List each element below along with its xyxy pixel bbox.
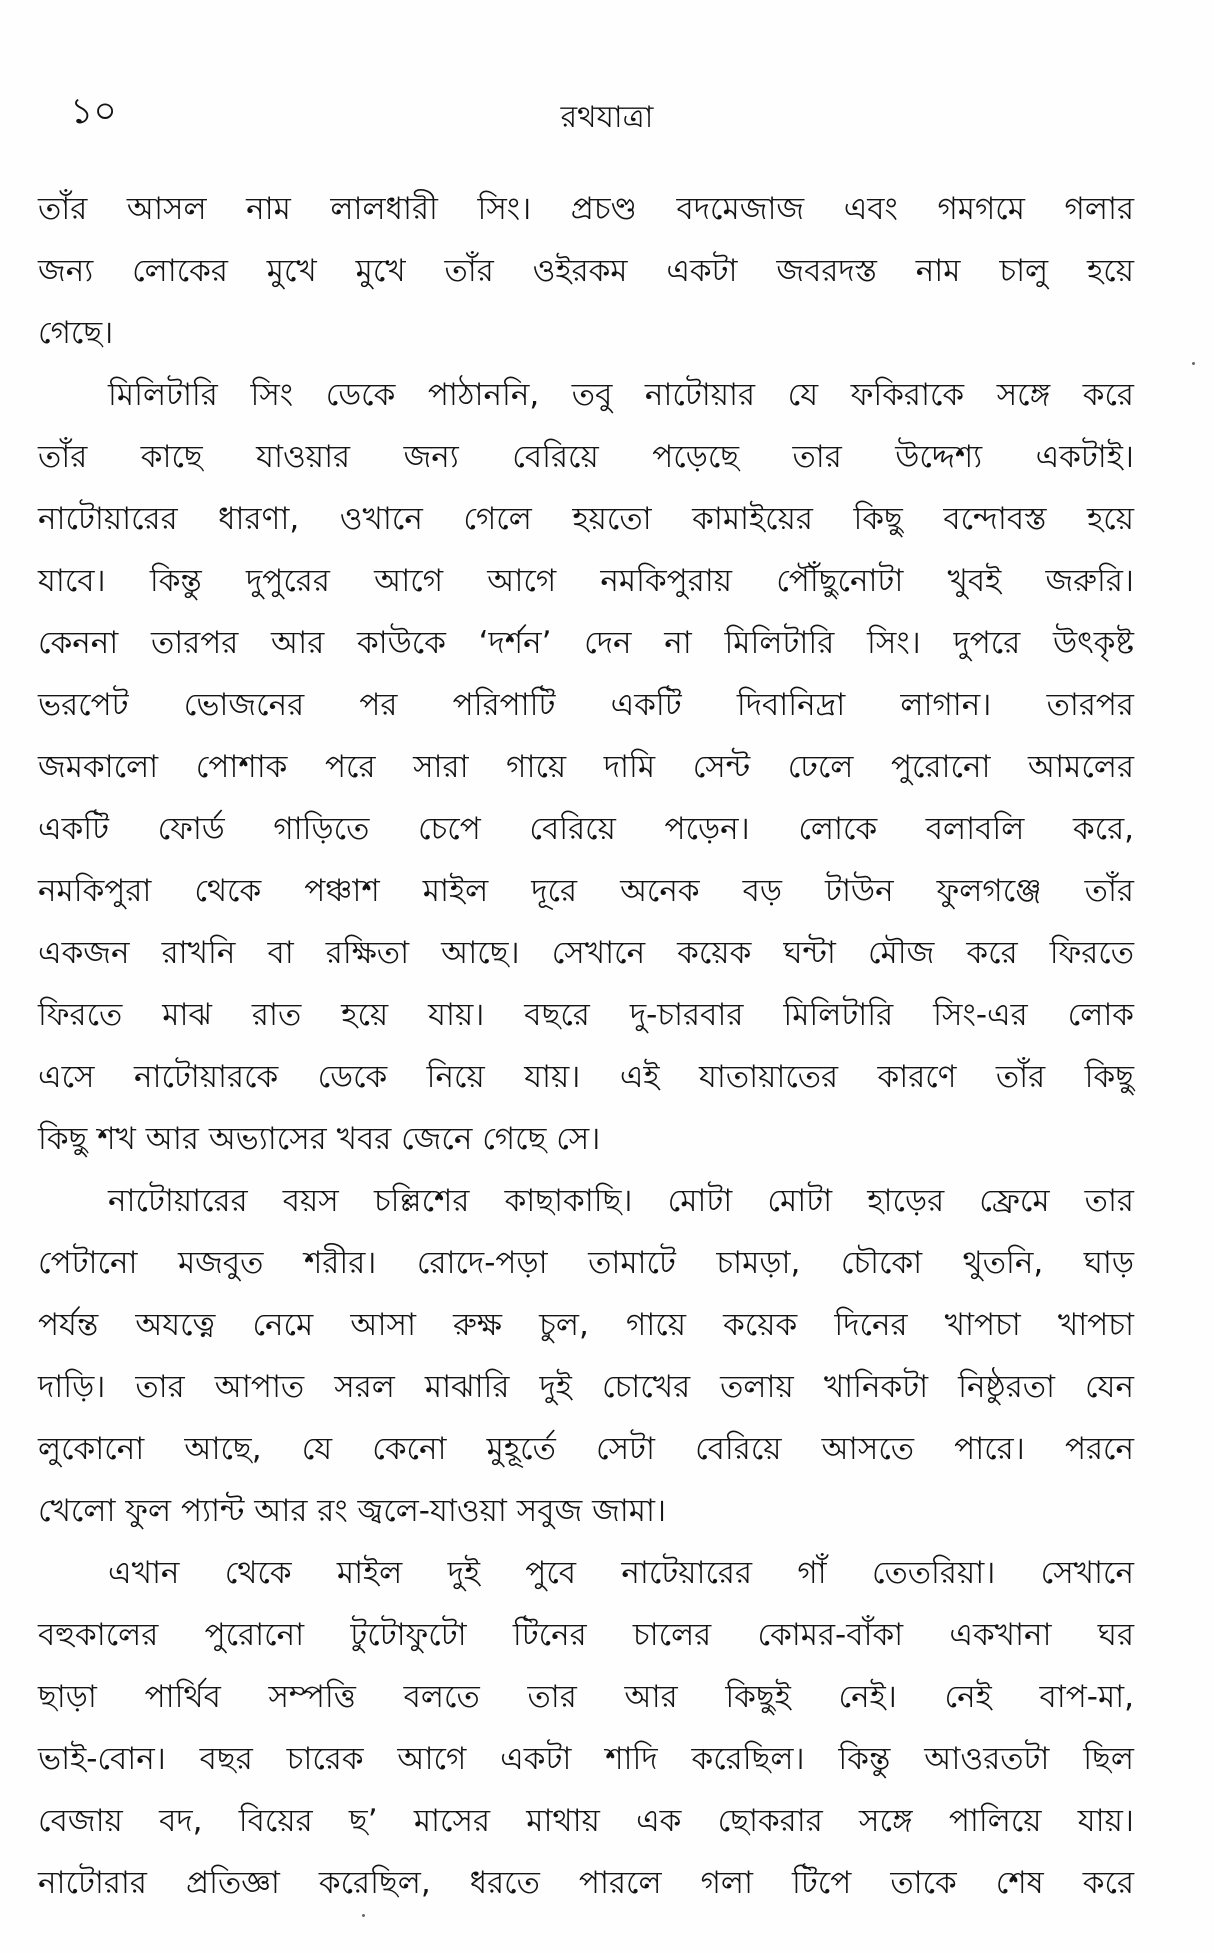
text-line: যাবে। কিন্তু দুপুরের আগে আগে নমকিপুরায় পৌঁছুনোটা খুবই জরুরি।: [38, 563, 1134, 599]
paper-speck: [362, 1914, 365, 1917]
text-line: মিলিটারি সিং ডেকে পাঠাননি, তবু নাটোয়ার যে ফকিরাকে সঙ্গে করে: [108, 377, 1134, 413]
text-line: কিছু শখ আর অভ্যাসের খবর জেনে গেছে সে।: [38, 1121, 601, 1157]
page-number: ১০: [70, 91, 117, 132]
paper-speck: [1192, 362, 1195, 365]
text-line: খেলো ফুল প্যান্ট আর রং জ্বলে-যাওয়া সবুজ জামা।: [38, 1493, 667, 1529]
text-line: ছাড়া পার্থিব সম্পত্তি বলতে তার আর কিছুই নেই। নেই বাপ-মা,: [38, 1679, 1134, 1715]
text-line: তাঁর আসল নাম লালধারী সিং। প্রচণ্ড বদমেজাজ এবং গমগমে গলার: [38, 191, 1134, 227]
text-line: এখান থেকে মাইল দুই পুবে নাটেয়ারের গাঁ তেতরিয়া। সেখানে: [108, 1555, 1134, 1591]
text-line: ফিরতে মাঝ রাত হয়ে যায়। বছরে দু-চারবার মিলিটারি সিং-এর লোক: [38, 997, 1134, 1033]
text-line: গেছে।: [38, 315, 114, 351]
running-title: রথযাত্রা: [560, 100, 654, 135]
text-line: নাটোরার প্রতিজ্ঞা করেছিল, ধরতে পারলে গলা টিপে তাকে শেষ করে: [38, 1865, 1134, 1901]
text-line: পর্যন্ত অযত্নে নেমে আসা রুক্ষ চুল, গায়ে কয়েক দিনের খাপচা খাপচা: [38, 1307, 1134, 1343]
text-line: নমকিপুরা থেকে পঞ্চাশ মাইল দূরে অনেক বড় টাউন ফুলগঞ্জে তাঁর: [38, 873, 1134, 909]
text-line: তাঁর কাছে যাওয়ার জন্য বেরিয়ে পড়েছে তার উদ্দেশ্য একটাই।: [38, 439, 1134, 475]
body-text: [38, 178, 1134, 1914]
text-line: একটি ফোর্ড গাড়িতে চেপে বেরিয়ে পড়েন। লোকে বলাবলি করে,: [38, 811, 1134, 847]
text-line: জন্য লোকের মুখে মুখে তাঁর ওইরকম একটা জবরদস্ত নাম চালু হয়ে: [38, 253, 1134, 289]
text-line: কেননা তারপর আর কাউকে ‘দর্শন’ দেন না মিলিটারি সিং। দুপরে উৎকৃষ্ট: [38, 625, 1134, 661]
text-line: লুকোনো আছে, যে কেনো মুহূর্তে সেটা বেরিয়ে আসতে পারে। পরনে: [38, 1431, 1134, 1467]
text-line: পেটানো মজবুত শরীর। রোদে-পড়া তামাটে চামড়া, চৌকো থুতনি, ঘাড়: [38, 1245, 1134, 1281]
text-line: এসে নাটোয়ারকে ডেকে নিয়ে যায়। এই যাতায়াতের কারণে তাঁর কিছু: [38, 1059, 1134, 1095]
text-line: বেজায় বদ, বিয়ের ছ’ মাসের মাথায় এক ছোকরার সঙ্গে পালিয়ে যায়।: [38, 1803, 1134, 1839]
text-line: ভাই-বোন। বছর চারেক আগে একটা শাদি করেছিল। কিন্তু আওরতটা ছিল: [38, 1741, 1134, 1777]
text-line: নাটোয়ারের ধারণা, ওখানে গেলে হয়তো কামাইয়ের কিছু বন্দোবস্ত হয়ে: [38, 501, 1134, 537]
text-line: দাড়ি। তার আপাত সরল মাঝারি দুই চোখের তলায় খানিকটা নিষ্ঠুরতা যেন: [38, 1369, 1134, 1405]
text-line: বহুকালের পুরোনো টুটোফুটো টিনের চালের কোমর-বাঁকা একখানা ঘর: [38, 1617, 1134, 1653]
text-line: ভরপেট ভোজনের পর পরিপাটি একটি দিবানিদ্রা লাগান। তারপর: [38, 687, 1134, 723]
text-line: জমকালো পোশাক পরে সারা গায়ে দামি সেন্ট ঢেলে পুরোনো আমলের: [38, 749, 1134, 785]
text-line: একজন রাখনি বা রক্ষিতা আছে। সেখানে কয়েক ঘন্টা মৌজ করে ফিরতে: [38, 935, 1134, 971]
text-line: নাটোয়ারের বয়স চল্লিশের কাছাকাছি। মোটা মোটা হাড়ের ফ্রেমে তার: [108, 1183, 1134, 1219]
